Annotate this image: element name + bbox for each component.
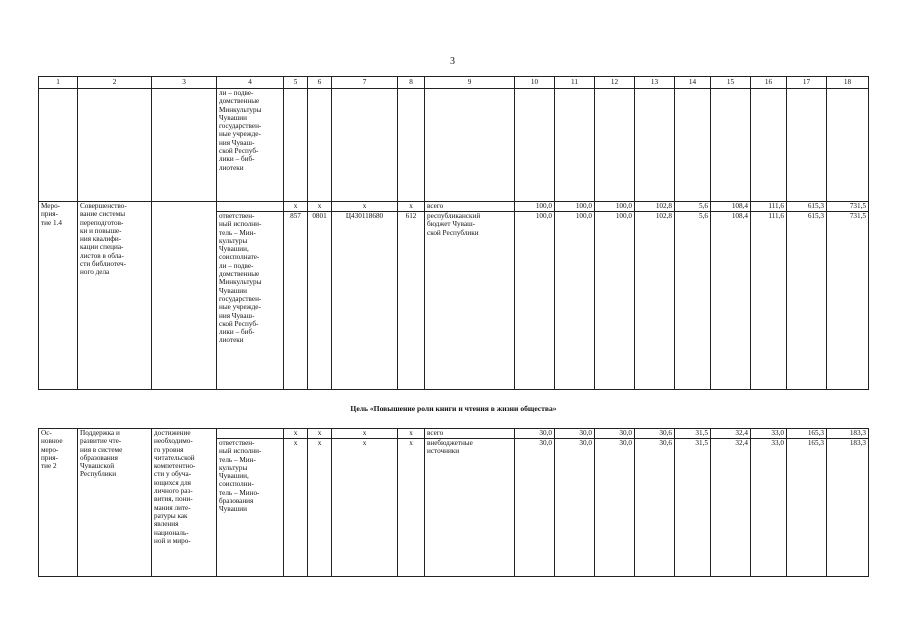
column-number: 3 bbox=[152, 77, 217, 89]
vr-cell: x bbox=[398, 439, 425, 577]
source-cell: всего bbox=[425, 429, 515, 439]
value-cell: 102,8 bbox=[635, 212, 675, 390]
value-cell: 30,6 bbox=[635, 439, 675, 577]
column-number: 7 bbox=[332, 77, 398, 89]
goal-heading-row bbox=[39, 390, 869, 429]
value-cell: 30,0 bbox=[595, 439, 635, 577]
value-cell: 615,3 bbox=[787, 212, 827, 390]
grbs-cell: 857 bbox=[284, 212, 308, 390]
value-cell: 165,3 bbox=[787, 429, 827, 439]
value-cell: 100,0 bbox=[555, 212, 595, 390]
vr-cell: x bbox=[398, 429, 425, 439]
csr-cell: x bbox=[332, 439, 398, 577]
column-number: 4 bbox=[217, 77, 284, 89]
value-cell: 731,5 bbox=[827, 202, 869, 212]
event-1-4-total-row bbox=[39, 202, 869, 212]
value-cell: 183,3 bbox=[827, 429, 869, 439]
event-name: Поддержка и развитие чте- ния в системе образования Чувашской Республики bbox=[78, 429, 152, 577]
column-number: 2 bbox=[78, 77, 152, 89]
value-cell: 31,5 bbox=[675, 429, 711, 439]
executor-cell: ли – подве- домственные Минкультуры Чувашии государствен- ные учрежде- ния Чуваш- ской Респуб- лики – биб- лиотеки bbox=[217, 89, 284, 202]
column-number: 9 bbox=[425, 77, 515, 89]
value-cell: 111,6 bbox=[751, 212, 787, 390]
column-number: 16 bbox=[751, 77, 787, 89]
page-number: 3 bbox=[450, 56, 455, 67]
column-number-row bbox=[39, 77, 869, 89]
empty-cell bbox=[152, 89, 217, 202]
value-cell: 111,6 bbox=[751, 202, 787, 212]
source-cell: всего bbox=[425, 202, 515, 212]
executor-cell: ответствен- ный исполни- тель – Мин- культуры Чувашии, соисполни- тель – Мино- бразования Чувашии bbox=[217, 439, 284, 577]
value-cell: 32,4 bbox=[711, 439, 751, 577]
indicator-cell: достижение необходимо- го уровня читательской компетентно- сти у обуча- ющихся для личного раз- вития, пони- мания лите- ратуры как явления националь- ной и миро- bbox=[152, 429, 217, 577]
executor-cell: ответствен- ный исполни- тель – Мин- культуры Чувашии, соисполнате- ли – подве- домственные Минкультуры Чувашии государствен- ные учрежде- ния Чуваш- ской Респуб- лики – биб- лиотеки bbox=[217, 212, 284, 390]
vr-cell: 612 bbox=[398, 212, 425, 390]
value-cell: 30,0 bbox=[515, 439, 555, 577]
value-cell: 615,3 bbox=[787, 202, 827, 212]
value-cell: 5,6 bbox=[675, 202, 711, 212]
indicator-cell bbox=[152, 202, 217, 390]
goal-heading: Цель «Повышение роли книги и чтения в жизни общества» bbox=[39, 390, 869, 429]
grbs-cell: x bbox=[284, 439, 308, 577]
value-cell: 100,0 bbox=[515, 212, 555, 390]
rz-cell: x bbox=[308, 439, 332, 577]
csr-cell: x bbox=[332, 202, 398, 212]
value-cell: 33,0 bbox=[751, 439, 787, 577]
value-cell: 100,0 bbox=[515, 202, 555, 212]
empty-cell bbox=[78, 89, 152, 202]
rz-cell: 0801 bbox=[308, 212, 332, 390]
value-cell: 102,8 bbox=[635, 202, 675, 212]
event-label: Ос- новное меро- прия- тие 2 bbox=[39, 429, 78, 577]
value-cell: 100,0 bbox=[595, 212, 635, 390]
value-cell: 165,3 bbox=[787, 439, 827, 577]
value-cell: 30,0 bbox=[595, 429, 635, 439]
column-number: 10 bbox=[515, 77, 555, 89]
event-name: Совершенство- вание системы переподготов- ки и повыше- ния квалифи- кации специа- листов в обла- сти библиотеч- ного дела bbox=[78, 202, 152, 390]
grbs-cell: x bbox=[284, 429, 308, 439]
executor-cell bbox=[217, 429, 284, 439]
rz-cell: x bbox=[308, 202, 332, 212]
vr-cell: x bbox=[398, 202, 425, 212]
budget-table bbox=[38, 76, 869, 577]
value-cell: 30,0 bbox=[515, 429, 555, 439]
csr-cell: x bbox=[332, 429, 398, 439]
column-number: 14 bbox=[675, 77, 711, 89]
column-number: 15 bbox=[711, 77, 751, 89]
empty-cell bbox=[39, 89, 78, 202]
column-number: 13 bbox=[635, 77, 675, 89]
grbs-cell: x bbox=[284, 202, 308, 212]
csr-cell: Ц430118680 bbox=[332, 212, 398, 390]
column-number: 5 bbox=[284, 77, 308, 89]
value-cell: 731,5 bbox=[827, 212, 869, 390]
continuation-row bbox=[39, 89, 869, 202]
main-event-2-total-row bbox=[39, 429, 869, 439]
column-number: 1 bbox=[39, 77, 78, 89]
value-cell: 108,4 bbox=[711, 202, 751, 212]
column-number: 17 bbox=[787, 77, 827, 89]
event-label: Меро- прия- тие 1.4 bbox=[39, 202, 78, 390]
source-cell: республиканский бюджет Чуваш- ской Республики bbox=[425, 212, 515, 390]
value-cell: 100,0 bbox=[555, 202, 595, 212]
value-cell: 30,0 bbox=[555, 429, 595, 439]
executor-cell bbox=[217, 202, 284, 212]
column-number: 6 bbox=[308, 77, 332, 89]
value-cell: 33,0 bbox=[751, 429, 787, 439]
column-number: 18 bbox=[827, 77, 869, 89]
rz-cell: x bbox=[308, 429, 332, 439]
value-cell: 30,0 bbox=[555, 439, 595, 577]
column-number: 8 bbox=[398, 77, 425, 89]
value-cell: 31,5 bbox=[675, 439, 711, 577]
source-cell: внебюджетные источники bbox=[425, 439, 515, 577]
column-number: 11 bbox=[555, 77, 595, 89]
value-cell: 5,6 bbox=[675, 212, 711, 390]
value-cell: 183,3 bbox=[827, 439, 869, 577]
value-cell: 108,4 bbox=[711, 212, 751, 390]
value-cell: 100,0 bbox=[595, 202, 635, 212]
value-cell: 30,6 bbox=[635, 429, 675, 439]
column-number: 12 bbox=[595, 77, 635, 89]
value-cell: 32,4 bbox=[711, 429, 751, 439]
